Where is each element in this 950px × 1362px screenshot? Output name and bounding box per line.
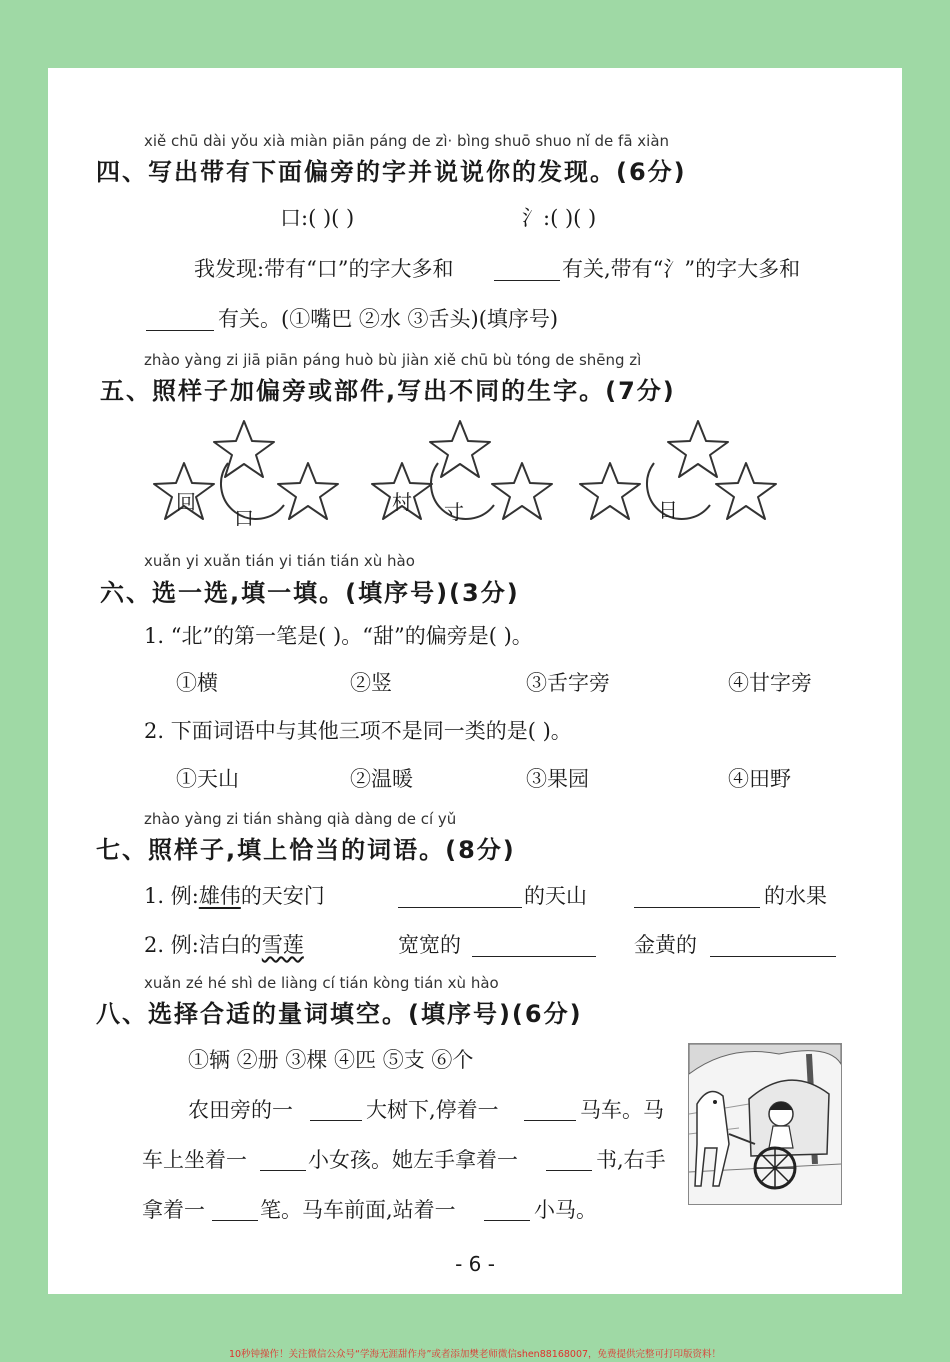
blank-line[interactable] xyxy=(634,907,760,908)
s4-line1a: 我发现:带有“口”的字大多和 xyxy=(194,257,454,281)
s7-ex2 xyxy=(144,929,304,959)
s6-q1-opt2[interactable]: ②竖 xyxy=(350,671,392,695)
s7-ex2-label: 例:洁白的 xyxy=(170,933,262,957)
page-number: - 6 - xyxy=(455,1252,495,1276)
s8-p3c: 小马。 xyxy=(534,1198,597,1222)
s7-ex1 xyxy=(144,880,325,910)
s8-title: 八、选择合适的量词填空。(填序号)(6分) xyxy=(96,1000,583,1028)
s7-ex2-num: 2. xyxy=(144,933,165,957)
blank-line[interactable] xyxy=(472,956,596,957)
s7-ex1-label: 例: xyxy=(170,884,199,908)
star-group-3 xyxy=(580,421,776,519)
blank-line[interactable] xyxy=(146,330,214,331)
blank-line[interactable] xyxy=(310,1120,362,1121)
s5-char-hui: 回 xyxy=(176,490,196,514)
s4-title: 四、写出带有下面偏旁的字并说说你的发现。(6分) xyxy=(96,158,687,186)
s5-char-ri: 日 xyxy=(658,498,678,522)
s6-q2: 2. 下面词语中与其他三项不是同一类的是( )。 xyxy=(144,719,572,743)
s8-p1c: 马车。马 xyxy=(580,1098,664,1122)
s7-ex2-word: 雪莲 xyxy=(261,933,304,957)
s5-title: 五、照样子加偏旁或部件,写出不同的生字。(7分) xyxy=(100,377,676,405)
s5-char-cun: 村 xyxy=(392,490,412,514)
s8-p2c: 书,右手 xyxy=(596,1148,666,1172)
s6-q2-opt1[interactable]: ①天山 xyxy=(176,767,239,791)
s4-radical-mouth: 口:( )( ) xyxy=(280,206,355,230)
blank-line[interactable] xyxy=(212,1220,258,1221)
s6-title: 六、选一选,填一填。(填序号)(3分) xyxy=(100,579,520,607)
blank-line[interactable] xyxy=(546,1170,592,1171)
s7-ex2c: 金黄的 xyxy=(634,933,697,957)
s6-q2-opt4[interactable]: ④田野 xyxy=(728,767,791,791)
s4-line1b: 有关,带有“氵”的字大多和 xyxy=(562,257,801,281)
s8-p2a: 车上坐着一 xyxy=(142,1148,247,1172)
s7-ex1c: 的水果 xyxy=(764,884,827,908)
s5-pinyin: zhào yàng zi jiā piān páng huò bù jiàn xiě chū bù tóng de shēng zì xyxy=(144,351,642,369)
s4-radical-water: 氵:( )( ) xyxy=(522,206,597,230)
footer-notice: 10秒钟操作！关注微信公众号“学海无涯甜作舟”或者添加樊老师微信shen88168007，免费提供完整可打印版资料！ xyxy=(228,1349,722,1360)
s8-p1b: 大树下,停着一 xyxy=(366,1098,499,1122)
blank-line[interactable] xyxy=(398,907,522,908)
s7-title: 七、照样子,填上恰当的词语。(8分) xyxy=(96,836,516,864)
blank-line[interactable] xyxy=(494,280,560,281)
horse-cart-illustration xyxy=(688,1043,842,1205)
blank-line[interactable] xyxy=(484,1220,530,1221)
blank-line[interactable] xyxy=(260,1170,306,1171)
s6-pinyin: xuǎn yi xuǎn tián yi tián tián xù hào xyxy=(144,552,415,570)
s7-ex2b: 宽宽的 xyxy=(398,933,461,957)
s6-q2-opt3[interactable]: ③果园 xyxy=(526,767,589,791)
s5-char-cun2: 寸 xyxy=(444,500,464,524)
s6-q1: 1. “北”的第一笔是( )。“甜”的偏旁是( )。 xyxy=(144,624,533,648)
s8-options: ①辆 ②册 ③棵 ④匹 ⑤支 ⑥个 xyxy=(188,1048,474,1072)
s7-ex1b: 的天山 xyxy=(524,884,587,908)
s6-q2-opt2[interactable]: ②温暖 xyxy=(350,767,413,791)
s6-q1-opt1[interactable]: ①横 xyxy=(176,671,218,695)
s8-pinyin: xuǎn zé hé shì de liàng cí tián kòng tián xù hào xyxy=(144,974,499,992)
s4-line2: 有关。(①嘴巴 ②水 ③舌头)(填序号) xyxy=(218,307,559,331)
s7-ex1-rest: 的天安门 xyxy=(240,884,325,908)
s7-ex1-word: 雄伟 xyxy=(198,884,241,908)
blank-line[interactable] xyxy=(710,956,836,957)
blank-line[interactable] xyxy=(524,1120,576,1121)
s6-q1-opt4[interactable]: ④甘字旁 xyxy=(728,671,812,695)
s8-p3b: 笔。马车前面,站着一 xyxy=(260,1198,456,1222)
s5-char-kou: 口 xyxy=(234,506,254,530)
s7-pinyin: zhào yàng zi tián shàng qià dàng de cí yǔ xyxy=(144,810,457,828)
s7-ex1-num: 1. xyxy=(144,884,165,908)
s8-p1a: 农田旁的一 xyxy=(188,1098,293,1122)
worksheet-page xyxy=(48,68,902,1294)
s4-pinyin: xiě chū dài yǒu xià miàn piān páng de zì· bìng shuō shuo nǐ de fā xiàn xyxy=(144,132,670,150)
s8-p2b: 小女孩。她左手拿着一 xyxy=(308,1148,518,1172)
s6-q1-opt3[interactable]: ③舌字旁 xyxy=(526,671,610,695)
s8-p3a: 拿着一 xyxy=(142,1198,205,1222)
